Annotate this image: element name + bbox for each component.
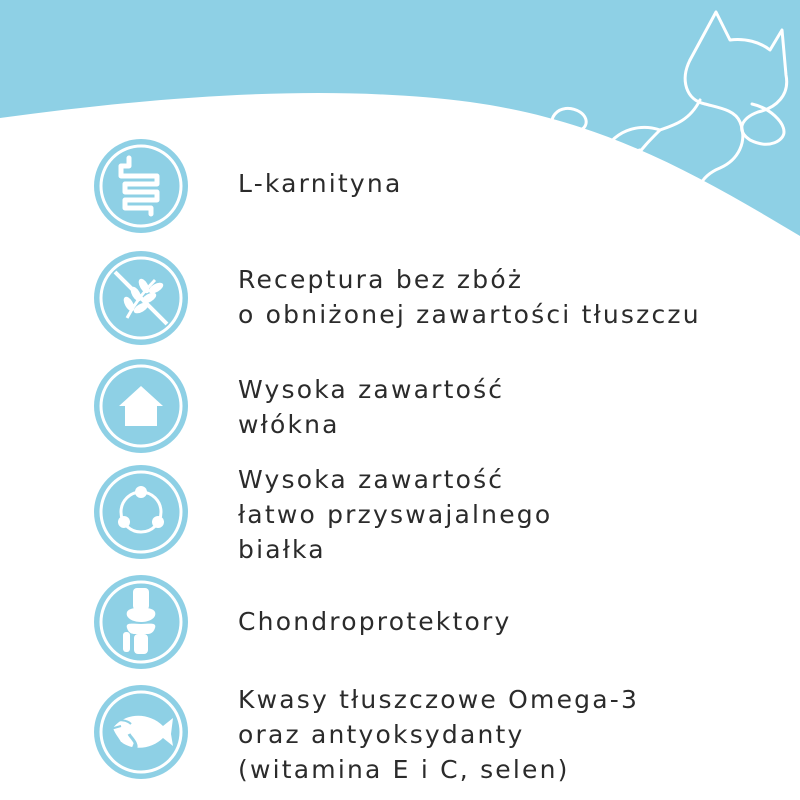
joint-icon	[91, 572, 191, 672]
no-grain-icon	[91, 248, 191, 348]
feature-text: Wysoka zawartość łatwo przyswajalnego białka	[238, 465, 553, 564]
feature-text: Receptura bez zbóż o obniżonej zawartości tłuszczu	[238, 265, 701, 329]
feature-text: Chondroprotektory	[238, 607, 512, 636]
feature-text: Kwasy tłuszczowe Omega-3 oraz antyoksydanty (witamina E i C, selen)	[238, 685, 640, 784]
feature-row	[0, 356, 800, 456]
house-icon	[91, 356, 191, 456]
feature-row	[0, 136, 800, 236]
feature-row	[0, 248, 800, 348]
fish-drop-icon	[91, 682, 191, 782]
feature-text: L-karnityna	[238, 169, 403, 198]
feature-row	[0, 682, 800, 782]
intestine-icon	[91, 136, 191, 236]
molecule-icon	[91, 462, 191, 562]
feature-row	[0, 462, 800, 562]
feature-row	[0, 572, 800, 672]
feature-text: Wysoka zawartość włókna	[238, 375, 505, 439]
